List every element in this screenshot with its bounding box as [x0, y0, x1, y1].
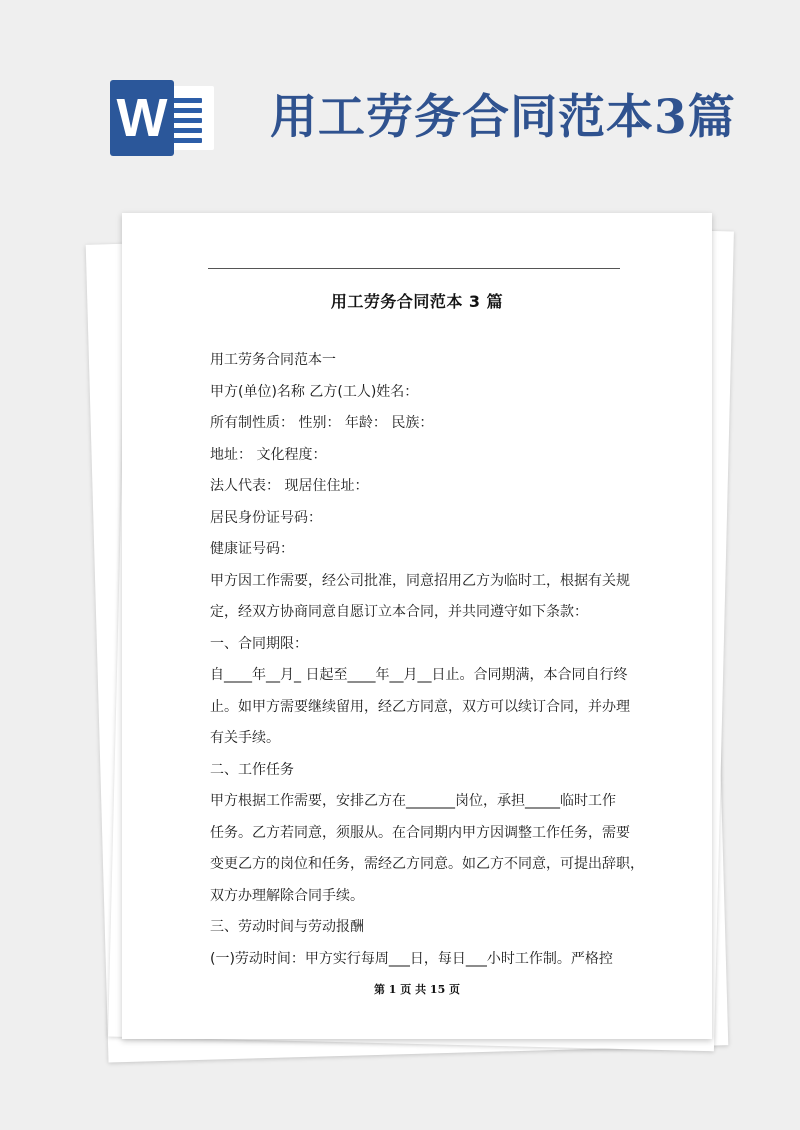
body-line: 地址： 文化程度：: [210, 446, 327, 463]
document-page: [122, 213, 712, 1039]
body-line: 居民身份证号码：: [210, 509, 322, 526]
document-body: [210, 345, 644, 975]
word-icon: [110, 80, 214, 156]
body-line: 甲方根据工作需要，安排乙方在_______岗位，承担_____临时工作: [210, 793, 616, 809]
body-line: 所有制性质： 性别： 年龄： 民族：: [210, 415, 434, 431]
body-line: (一)劳动时间：甲方实行每周___日，每日___小时工作制。严格控: [210, 950, 613, 967]
body-line: 双方办理解除合同手续。: [210, 887, 364, 904]
page-number: 第 1 页 共 15 页: [373, 983, 461, 996]
body-line: 甲方因工作需要，经公司批准，同意招用乙方为临时工，根据有关规: [210, 572, 630, 589]
document-title: 用工劳务合同范本 3 篇: [330, 292, 504, 311]
body-line: 健康证号码：: [210, 541, 294, 557]
body-line: 一、合同期限：: [210, 635, 308, 652]
banner-title: 用工劳务合同范本3篇: [270, 90, 736, 145]
body-line: 三、劳动时间与劳动报酬: [210, 919, 364, 935]
body-line: 二、工作任务: [210, 761, 294, 778]
body-line: 自____年__月_ 日起至____年__月__日止。合同期满，本合同自行终: [210, 667, 628, 683]
body-line: 任务。乙方若同意，须服从。在合同期内甲方因调整工作任务，需要: [210, 824, 630, 841]
body-line: 定，经双方协商同意自愿订立本合同，并共同遵守如下条款：: [210, 604, 588, 620]
body-line: 甲方(单位)名称 乙方(工人)姓名：: [210, 383, 419, 400]
word-letter: W: [110, 80, 174, 156]
body-line: 用工劳务合同范本一: [210, 352, 336, 368]
body-line: 法人代表： 现居住住址：: [210, 478, 369, 494]
body-line: 止。如甲方需要继续留用，经乙方同意，双方可以续订合同，并办理: [210, 698, 630, 715]
body-line: 有关手续。: [210, 730, 280, 746]
header-rule: [208, 268, 620, 269]
body-line: 变更乙方的岗位和任务，需经乙方同意。如乙方不同意，可提出辞职，: [210, 856, 644, 872]
